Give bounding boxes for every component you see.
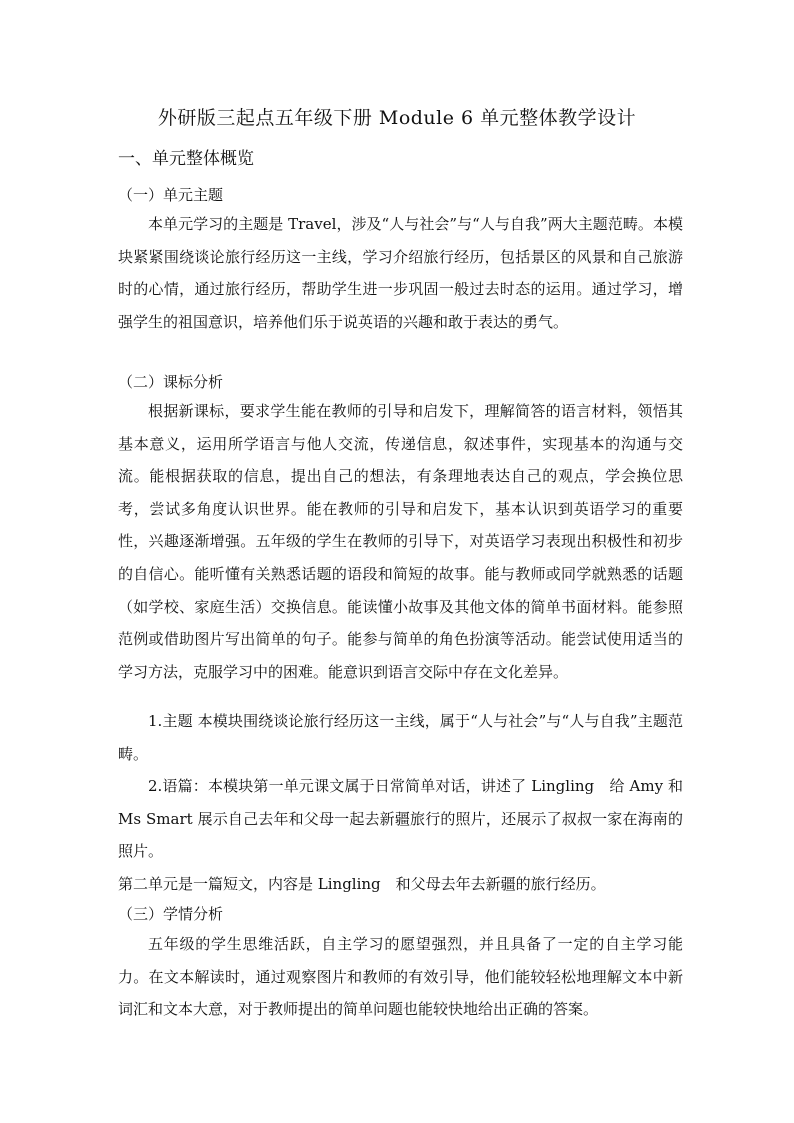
paragraph-unit-two: 第二单元是一篇短文，内容是 Lingling 和父母去年去新疆的旅行经历。 <box>118 875 606 893</box>
paragraph-unit-theme: 本单元学习的主题是 Travel，涉及“人与社会”与“人与自我”两大主题范畴。本模块紧紧围绕谈论旅行经历这一主线，学习介绍旅行经历，包括景区的风景和自己旅游时的心情，通过旅行经历，帮助学生进一步巩固一般过去时态的运用。通过学习，增强学生的祖国意识，培养他们乐于说英语的兴趣和敢于表达的勇气。 <box>118 215 683 331</box>
subsection-heading-theme: （一）单元主题 <box>118 186 224 204</box>
subsection-heading-curriculum: （二）课标分析 <box>118 373 224 391</box>
paragraph-point-discourse: 2.语篇：本模块第一单元课文属于日常简单对话，讲述了 Lingling 给 Amy 和 Ms Smart 展示自己去年和父母一起去新疆旅行的照片，还展示了叔叔一家在海南的照片。 <box>118 777 683 861</box>
subsection-heading-students: （三）学情分析 <box>118 905 224 923</box>
paragraph-student-analysis: 五年级的学生思维活跃，自主学习的愿望强烈，并且具备了一定的自主学习能力。在文本解读时，通过观察图片和教师的有效引导，他们能较轻松地理解文本中新词汇和文本大意，对于教师提出的简单问题也能较快地给出正确的答案。 <box>118 935 683 1019</box>
paragraph-point-theme: 1.主题 本模块围绕谈论旅行经历这一主线，属于“人与社会”与“人与自我”主题范畴。 <box>118 712 683 763</box>
section-heading-overview: 一、单元整体概览 <box>118 149 254 169</box>
document-title: 外研版三起点五年级下册 Module 6 单元整体教学设计 <box>157 107 637 129</box>
paragraph-curriculum-analysis: 根据新课标，要求学生能在教师的引导和启发下，理解简答的语言材料，领悟其基本意义，运用所学语言与他人交流，传递信息，叙述事件，实现基本的沟通与交流。能根据获取的信息，提出自己的想法，有条理地表达自己的观点，学会换位思考，尝试多角度认识世界。能在教师的引导和启发下，基本认识到英语学习的重要性，兴趣逐渐增强。五年级的学生在教师的引导下，对英语学习表现出积极性和初步的自信心。能听懂有关熟悉话题的语段和简短的故事。能与教师或同学就熟悉的话题（如学校、家庭生活）交换信息。能读懂小故事及其他文体的简单书面材料。能参照范例或借助图片写出简单的句子。能参与简单的角色扮演等活动。能尝试使用适当的学习方法，克服学习中的困难。能意识到语言交际中存在文化差异。 <box>118 402 683 681</box>
